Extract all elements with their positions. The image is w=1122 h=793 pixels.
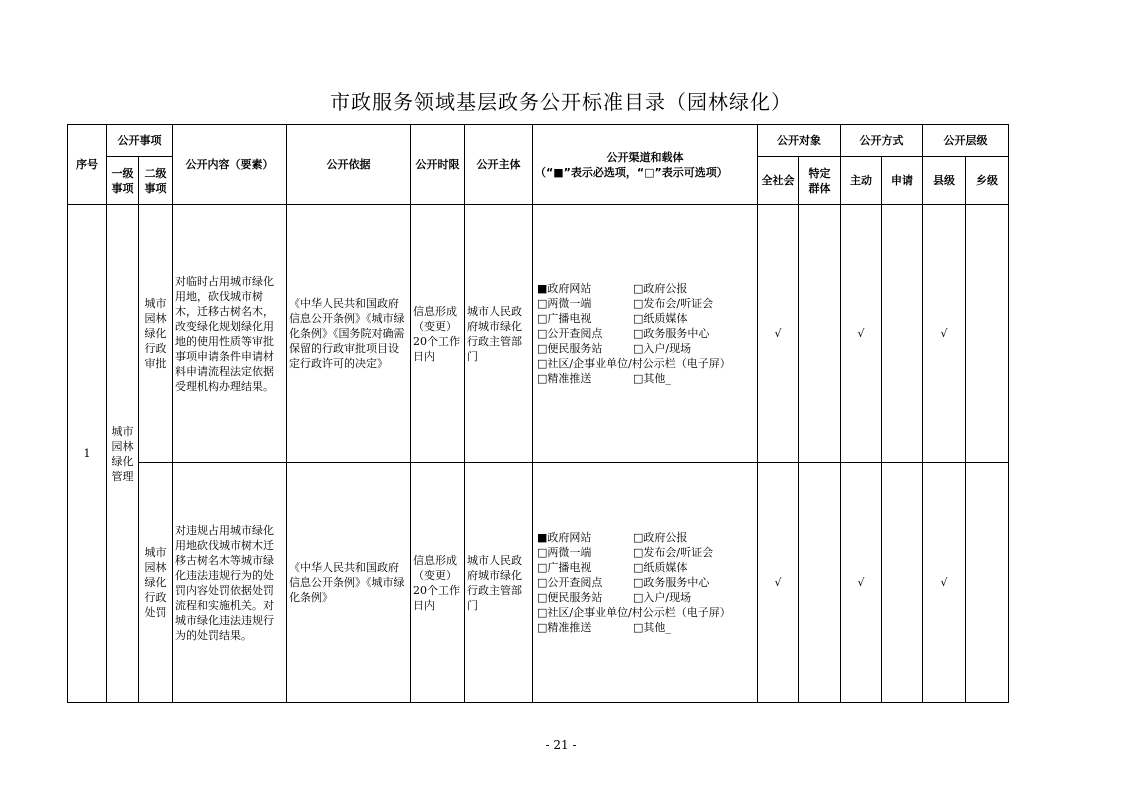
row-basis: 《中华人民共和国政府信息公开条例》《城市绿化条例》《国务院对确需保留的行政审批项目设定行政许可的决定》	[287, 205, 411, 463]
channel-item: □精准推送	[537, 621, 592, 634]
table-row	[68, 205, 1009, 463]
channel-list	[535, 530, 755, 635]
row-target-specific	[799, 205, 841, 463]
row-channels	[533, 463, 758, 703]
channel-item: □两微一端	[537, 546, 592, 559]
row-level-county: √	[923, 463, 966, 703]
header-level2: 二级事项	[139, 157, 173, 205]
channel-item: □广播电视	[537, 561, 592, 574]
row-level2: 城市园林绿化行政审批	[139, 205, 173, 463]
header-level-town: 乡级	[966, 157, 1009, 205]
channel-list	[535, 281, 755, 386]
row-seq: 1	[68, 205, 107, 703]
channel-item: ■政府网站	[537, 531, 592, 544]
page-number: - 21 -	[545, 738, 577, 752]
row-time-limit: 信息形成（变更）20个工作日内	[411, 463, 465, 703]
header-mode: 公开方式	[841, 125, 923, 157]
channel-item: □社区/企事业单位/村公示栏（电子屏）	[537, 606, 731, 619]
header-target: 公开对象	[758, 125, 841, 157]
channel-item: □政府公报	[633, 531, 688, 544]
header-target-all: 全社会	[758, 157, 799, 205]
row-target-all: √	[758, 205, 799, 463]
channel-item: □两微一端	[537, 297, 592, 310]
row-time-limit: 信息形成（变更）20个工作日内	[411, 205, 465, 463]
row-basis: 《中华人民共和国政府信息公开条例》《城市绿化条例》	[287, 463, 411, 703]
row-level2: 城市园林绿化行政处罚	[139, 463, 173, 703]
row-level-town	[966, 463, 1009, 703]
channel-item: □政务服务中心	[633, 576, 710, 589]
channel-item: □公开查阅点	[537, 576, 603, 589]
channel-item: □政务服务中心	[633, 327, 710, 340]
row-level-county: √	[923, 205, 966, 463]
row-channels	[533, 205, 758, 463]
header-channel	[533, 125, 758, 205]
row-mode-apply	[882, 463, 923, 703]
channel-item: □发布会/听证会	[633, 546, 714, 559]
row-mode-active: √	[841, 463, 882, 703]
channel-item: □纸质媒体	[633, 312, 688, 325]
row-level1: 城市园林绿化管理	[107, 205, 139, 703]
channel-item: □公开查阅点	[537, 327, 603, 340]
header-basis: 公开依据	[287, 125, 411, 205]
header-level1: 一级事项	[107, 157, 139, 205]
header-mode-apply: 申请	[882, 157, 923, 205]
header-time-limit: 公开时限	[411, 125, 465, 205]
row-content: 对临时占用城市绿化用地，砍伐城市树木，迁移古树名木，改变绿化规划绿化用地的使用性质等审批事项申请条件申请材料申请流程法定依据受理机构办理结果。	[173, 205, 287, 463]
header-channel-title: 公开渠道和载体	[606, 150, 684, 164]
channel-item: □便民服务站	[537, 342, 603, 355]
row-subject: 城市人民政府城市绿化行政主管部门	[465, 463, 533, 703]
channel-item: □入户/现场	[633, 342, 692, 355]
page-title: 市政服务领域基层政务公开标准目录（园林绿化）	[330, 90, 792, 114]
row-subject: 城市人民政府城市绿化行政主管部门	[465, 205, 533, 463]
header-level: 公开层级	[923, 125, 1009, 157]
table-row	[68, 463, 1009, 703]
channel-item: □其他_	[633, 621, 671, 634]
header-matter: 公开事项	[107, 125, 173, 157]
row-target-all: √	[758, 463, 799, 703]
header-content: 公开内容（要素）	[173, 125, 287, 205]
channel-item: □精准推送	[537, 372, 592, 385]
header-mode-active: 主动	[841, 157, 882, 205]
channel-item: □发布会/听证会	[633, 297, 714, 310]
header-seq: 序号	[68, 125, 107, 205]
catalog-table	[67, 124, 1009, 703]
header-target-specific: 特定群体	[799, 157, 841, 205]
row-target-specific	[799, 463, 841, 703]
channel-item: □纸质媒体	[633, 561, 688, 574]
row-level-town	[966, 205, 1009, 463]
channel-item: □政府公报	[633, 282, 688, 295]
header-level-county: 县级	[923, 157, 966, 205]
row-mode-apply	[882, 205, 923, 463]
channel-item: □便民服务站	[537, 591, 603, 604]
header-subject: 公开主体	[465, 125, 533, 205]
channel-item: □社区/企事业单位/村公示栏（电子屏）	[537, 357, 731, 370]
channel-item: □广播电视	[537, 312, 592, 325]
channel-item: □入户/现场	[633, 591, 692, 604]
channel-item: ■政府网站	[537, 282, 592, 295]
row-mode-active: √	[841, 205, 882, 463]
row-content: 对违规占用城市绿化用地砍伐城市树木迁移古树名木等城市绿化违法违规行为的处罚内容处罚依据处罚流程和实施机关。对城市绿化违法违规行为的处罚结果。	[173, 463, 287, 703]
header-channel-note: （“■”表示必选项，“□”表示可选项）	[535, 165, 728, 179]
channel-item: □其他_	[633, 372, 671, 385]
